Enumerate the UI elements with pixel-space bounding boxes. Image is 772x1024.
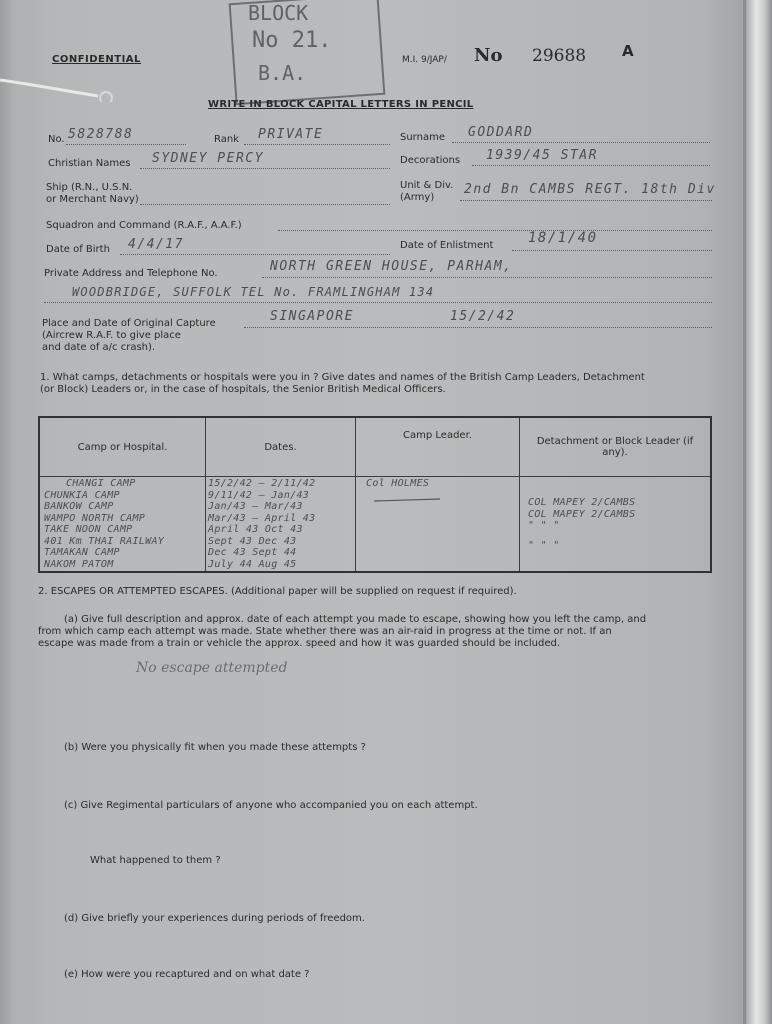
camp-dates: Jan/43 — Mar/43 xyxy=(208,501,303,512)
question-2a-line-3: escape was made from a train or vehicle the approx. speed and how it was guarded should be included. xyxy=(38,638,561,649)
camp-dates: 15/2/42 — 2/11/42 xyxy=(208,478,316,489)
header-camp: Camp or Hospital. xyxy=(39,417,206,477)
camp-dates: 9/11/42 — Jan/43 xyxy=(208,489,310,501)
unit-line xyxy=(460,200,712,201)
camp-leader-cell xyxy=(356,477,520,573)
camp-name: TAMAKAN CAMP xyxy=(44,547,120,558)
enlistment-line xyxy=(512,250,712,251)
squadron-line xyxy=(278,230,712,231)
camp-dates: Sept 43 Dec 43 xyxy=(208,535,297,547)
form-reference: M.I. 9/JAP/ xyxy=(402,55,447,65)
question-2a-answer: No escape attempted xyxy=(136,660,288,676)
question-2b: (b) Were you physically fit when you made these attempts ? xyxy=(64,742,366,753)
camp-dates: July 44 Aug 45 xyxy=(208,558,297,570)
question-1-line-2: (or Block) Leaders or, in the case of hospitals, the Senior British Medical Officers. xyxy=(40,384,446,395)
detachment-leader: " " " xyxy=(528,539,560,551)
rank-value: PRIVATE xyxy=(258,127,324,142)
detachment-leader: COL MAPEY 2/CAMBS xyxy=(528,508,636,520)
question-2a-line-2: from which camp each attempt was made. State whether there was an air-raid in progress at the time or not. If an xyxy=(38,626,612,637)
camp-dates: Mar/43 — April 43 xyxy=(208,512,316,524)
squadron-label: Squadron and Command (R.A.F., A.A.F.) xyxy=(46,220,242,231)
capture-label-3: and date of a/c crash). xyxy=(42,342,156,353)
camp-dates-cell xyxy=(206,477,356,573)
date-of-birth-value: 4/4/17 xyxy=(128,237,184,252)
enlistment-value: 18/1/40 xyxy=(528,230,598,246)
enlistment-label: Date of Enlistment xyxy=(400,240,494,251)
question-2-title: 2. ESCAPES OR ATTEMPTED ESCAPES. (Additional paper will be supplied on request if required). xyxy=(38,586,517,597)
capture-label-1: Place and Date of Original Capture xyxy=(42,318,216,329)
header-camp-leader: Camp Leader. xyxy=(356,417,520,477)
ship-line xyxy=(140,204,390,205)
address-line-1: NORTH GREEN HOUSE, PARHAM, xyxy=(270,259,513,274)
camp-table-body xyxy=(39,477,711,573)
camp-table xyxy=(38,416,712,573)
detachment-leader: " " " xyxy=(528,520,560,531)
question-1-line-1: 1. What camps, detachments or hospitals were you in ? Give dates and names of the British Camp Leaders, Detachment xyxy=(40,372,645,383)
header-detachment-leader: Detachment or Block Leader (if any). xyxy=(520,417,712,477)
capture-line xyxy=(244,327,712,328)
camp-leader-ditto-stroke xyxy=(366,495,446,505)
decorations-value: 1939/45 STAR xyxy=(486,148,598,163)
detachment-leader: COL MAPEY 2/CAMBS xyxy=(528,497,636,508)
camp-name: NAKOM PATOM xyxy=(44,558,114,570)
camp-name: BANKOW CAMP xyxy=(44,501,114,512)
page-edge xyxy=(746,0,772,1024)
number-label: No xyxy=(474,45,503,66)
camp-leader: Col HOLMES xyxy=(366,478,430,489)
christian-names-label: Christian Names xyxy=(48,158,131,169)
instruction-heading: WRITE IN BLOCK CAPITAL LETTERS IN PENCIL xyxy=(208,99,474,110)
camp-names-cell xyxy=(39,477,206,573)
surname-label: Surname xyxy=(400,132,445,143)
camp-name: 401 Km THAI RAILWAY xyxy=(44,535,165,547)
question-2d: (d) Give briefly your experiences during periods of freedom. xyxy=(64,913,365,924)
confidential-label: CONFIDENTIAL xyxy=(52,54,141,65)
address-rule-2 xyxy=(44,302,712,303)
stamp-line-3: B.A. xyxy=(258,61,307,85)
address-line-2: WOODBRIDGE, SUFFOLK TEL No. FRAMLINGHAM 134 xyxy=(72,285,435,299)
service-number-line xyxy=(66,144,186,145)
form-suffix: A xyxy=(622,42,634,60)
capture-place: SINGAPORE xyxy=(270,309,354,324)
tag-string xyxy=(0,78,120,102)
ship-label-1: Ship (R.N., U.S.N. xyxy=(46,182,133,193)
surname-value: GODDARD xyxy=(468,125,534,140)
ship-label-2: or Merchant Navy) xyxy=(46,194,139,205)
stamp-line-1: BLOCK xyxy=(248,1,309,25)
camp-name: TAKE NOON CAMP xyxy=(44,524,133,535)
christian-names-line xyxy=(140,168,390,169)
rank-label: Rank xyxy=(214,134,239,145)
camp-table-header xyxy=(39,417,711,477)
camp-dates: April 43 Oct 43 xyxy=(208,524,303,535)
header-dates: Dates. xyxy=(206,417,356,477)
form-number: 29688 xyxy=(532,46,587,66)
service-number-label: No. xyxy=(48,134,65,145)
unit-value: 2nd Bn CAMBS REGT. 18th Div xyxy=(464,182,716,197)
address-label: Private Address and Telephone No. xyxy=(44,268,218,279)
question-2e: (e) How were you recaptured and on what date ? xyxy=(64,969,310,980)
unit-label-1: Unit & Div. xyxy=(400,180,454,191)
rank-line xyxy=(244,144,390,145)
unit-label-2: (Army) xyxy=(400,192,435,203)
camp-name: WAMPO NORTH CAMP xyxy=(44,512,146,524)
question-2a-line-1: (a) Give full description and approx. date of each attempt you made to escape, showing how you left the camp, and xyxy=(64,614,647,625)
decorations-label: Decorations xyxy=(400,155,461,166)
camp-name: CHANGI CAMP xyxy=(66,478,136,489)
address-rule-1 xyxy=(262,277,712,278)
date-of-birth-line xyxy=(120,254,390,255)
decorations-line xyxy=(472,165,710,166)
service-number-value: 5828788 xyxy=(68,127,134,142)
stamp-line-2: No 21. xyxy=(252,28,332,53)
surname-line xyxy=(452,142,710,143)
page-edge-shadow xyxy=(743,0,746,1024)
question-2c: (c) Give Regimental particulars of anyone who accompanied you on each attempt. xyxy=(64,800,478,811)
camp-dates: Dec 43 Sept 44 xyxy=(208,547,297,558)
date-of-birth-label: Date of Birth xyxy=(46,244,110,255)
capture-date: 15/2/42 xyxy=(450,309,516,324)
question-2c-followup: What happened to them ? xyxy=(90,855,221,866)
camp-name: CHUNKIA CAMP xyxy=(44,489,120,501)
christian-names-value: SYDNEY PERCY xyxy=(152,151,264,166)
detachment-leader-cell xyxy=(520,477,712,573)
capture-label-2: (Aircrew R.A.F. to give place xyxy=(42,330,181,341)
